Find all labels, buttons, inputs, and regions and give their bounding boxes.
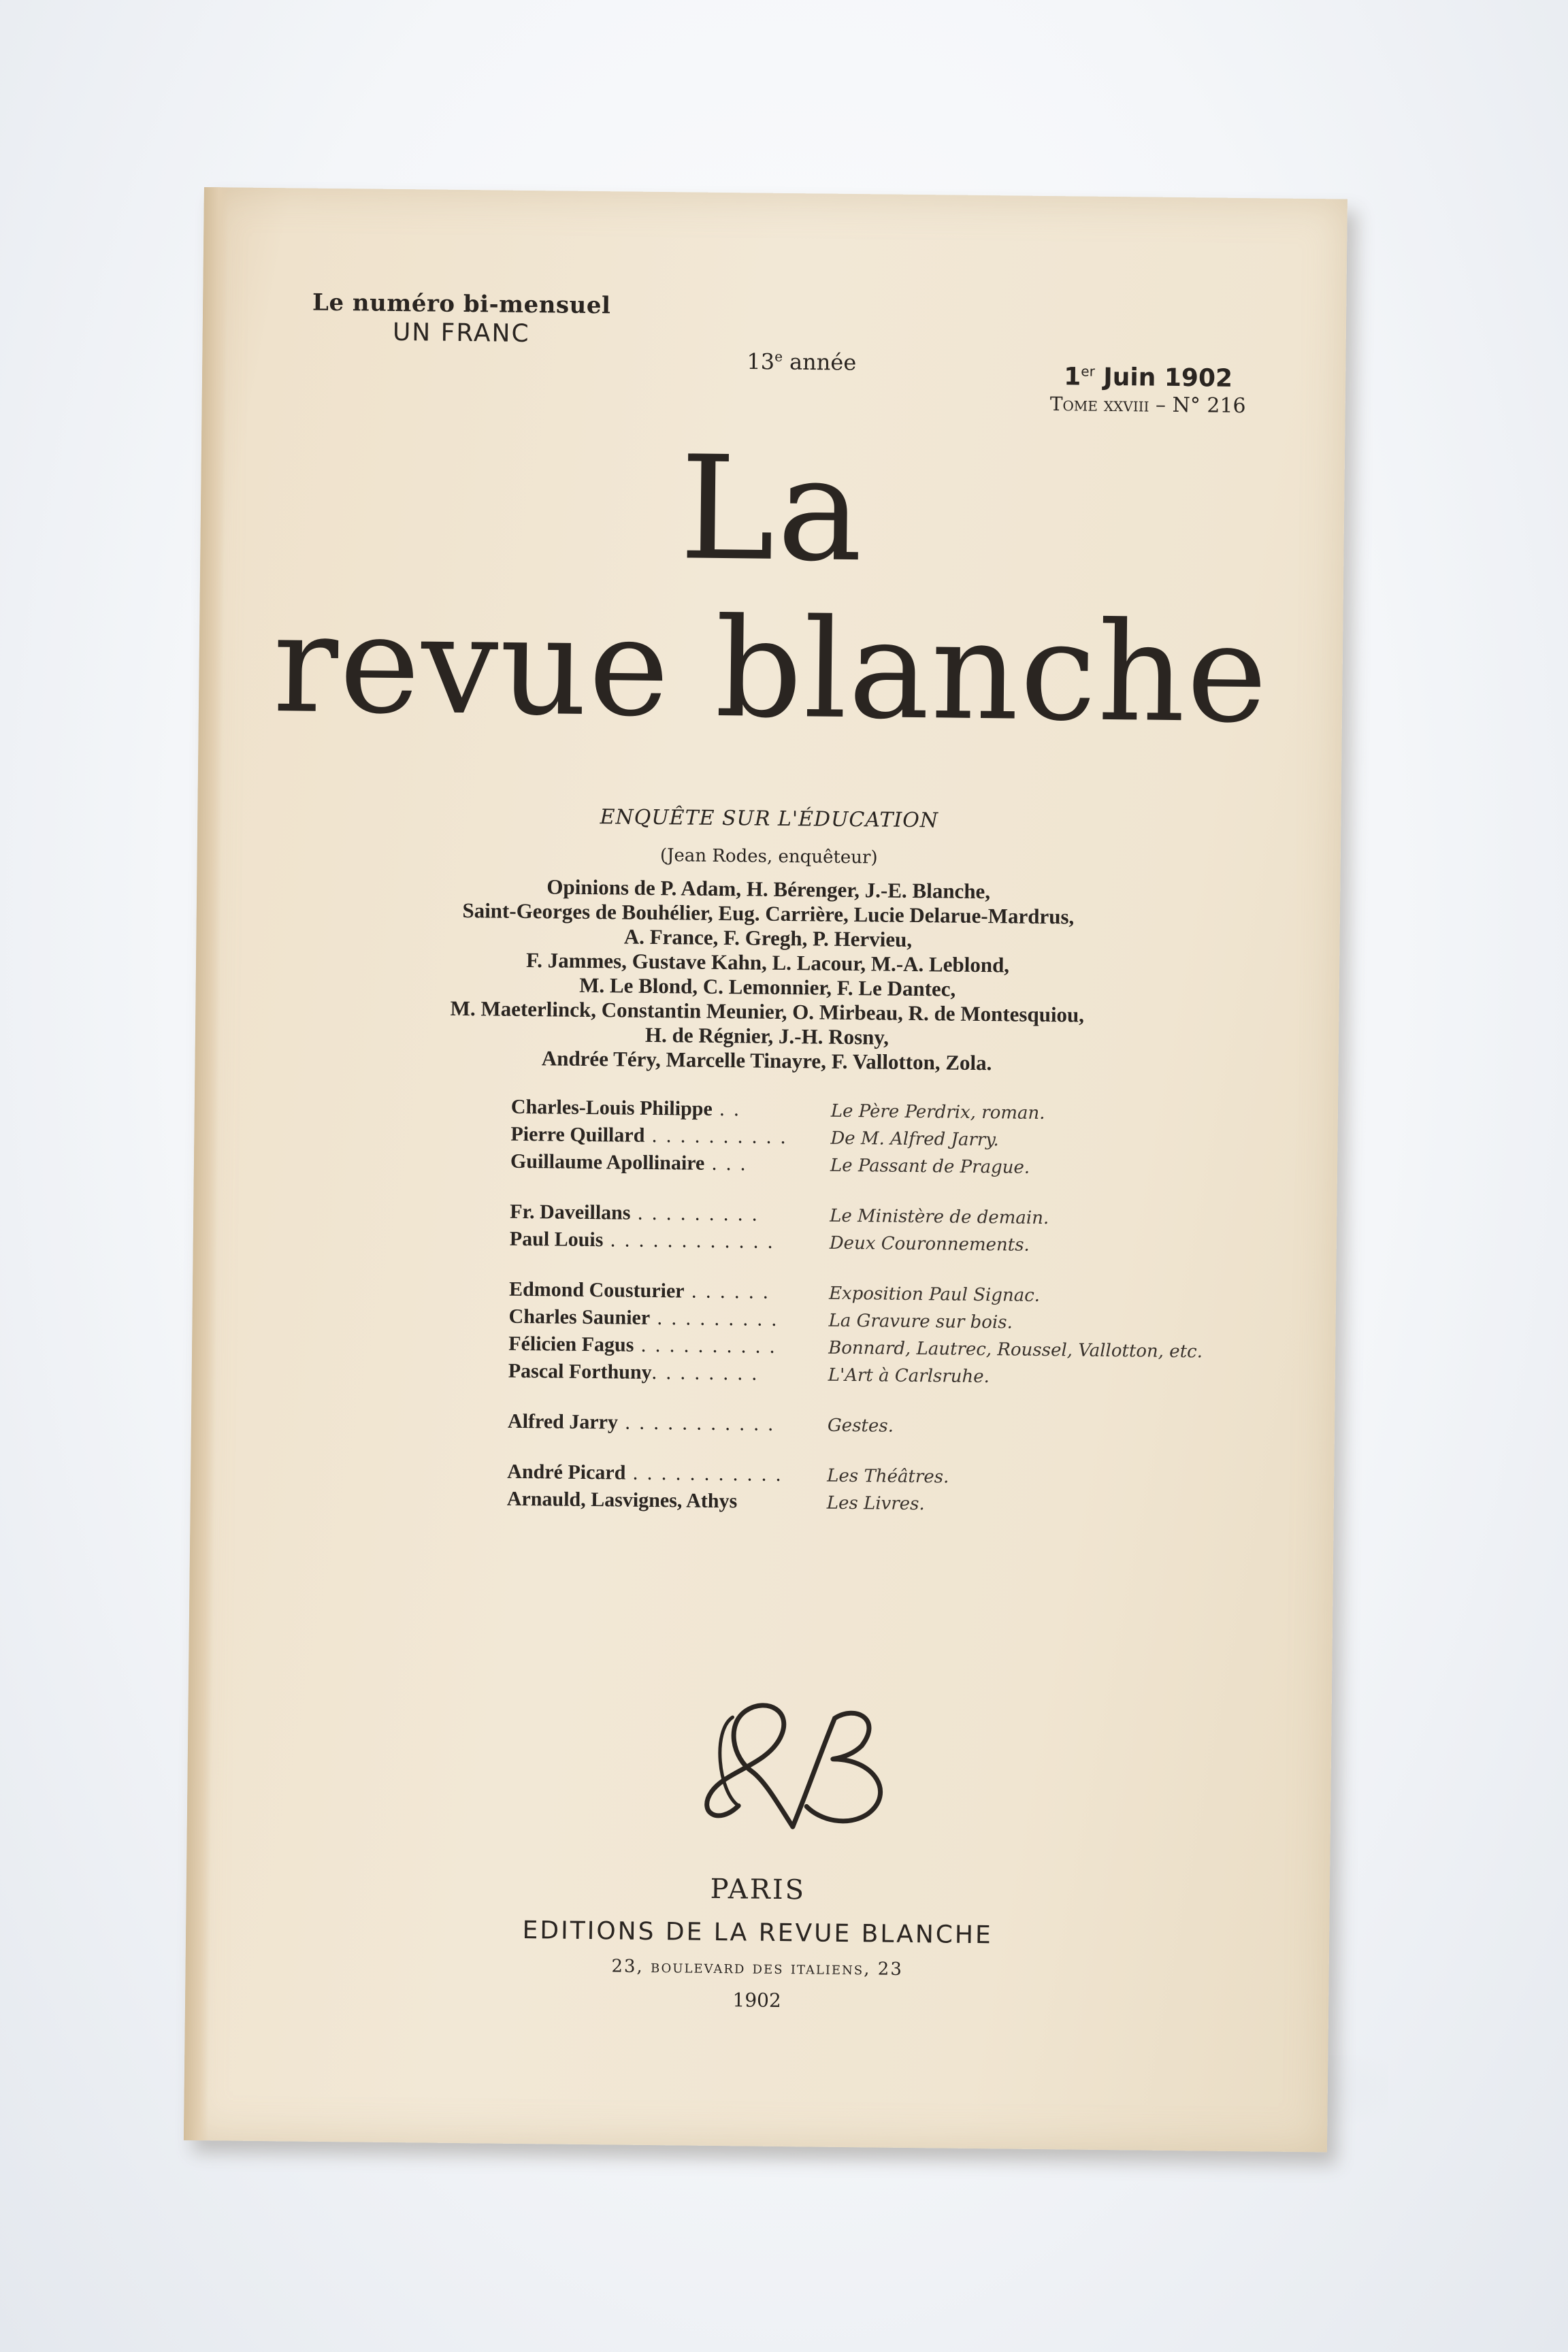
opinions-line: F. Jammes, Gustave Kahn, L. Lacour, M.-A. Leblond, [525,948,1010,977]
toc-title: Le Passant de Prague. [830,1155,1030,1178]
toc-group-gestes [508,1410,1243,1445]
date-day: 1 [1063,363,1081,391]
toc-group-art [508,1278,1245,1394]
toc-author: Fr. Daveillans . . . . . . . . . [510,1200,760,1226]
toc-author: Paul Louis . . . . . . . . . . . . [509,1227,775,1253]
tome-number: – N° 216 [1155,393,1246,419]
toc-author: André Picard . . . . . . . . . . . [507,1460,783,1486]
toc-title: Deux Couronnements. [829,1232,1030,1256]
toc-title: L'Art à Carlsruhe. [828,1365,990,1388]
issue-price-block [305,289,619,349]
year-suffix: e [774,348,783,365]
opinions-line: Andrée Téry, Marcelle Tinayre, F. Vallotton, Zola. [541,1046,992,1075]
tome-line [1019,392,1277,419]
issue-date [1019,363,1277,393]
issue-label: Le numéro bi-mensuel [312,289,611,320]
imprint-city: PARIS [710,1873,806,1906]
imprint-address: 23, boulevard des italiens, 23 [611,1956,903,1980]
toc-title: Les Livres. [826,1492,925,1515]
opinions-line: H. de Régnier, J.-H. Rosny, [644,1022,889,1049]
toc-title: De M. Alfred Jarry. [830,1128,999,1151]
toc-group-fiction [510,1096,1246,1185]
toc-title: La Gravure sur bois. [828,1310,1013,1333]
table-of-contents [506,1096,1246,1546]
issue-date-block [1019,363,1278,419]
toc-author: Alfred Jarry . . . . . . . . . . . [507,1409,776,1435]
page-title: revue blanche [272,585,1270,754]
imprint-publisher: EDITIONS DE LA REVUE BLANCHE [522,1916,993,1950]
toc-author: Charles-Louis Philippe . . [510,1095,741,1121]
toc-title: Le Père Perdrix, roman. [830,1100,1045,1124]
toc-author: Pascal Forthuny. . . . . . . . [508,1359,760,1385]
opinions-line: M. Maeterlinck, Constantin Meunier, O. Mirbeau, R. de Montesquiou, [450,996,1085,1027]
toc-group-reviews [507,1460,1243,1522]
opinions-line: Saint-Georges de Bouhélier, Eug. Carrière, Lucie Delarue-Mardrus, [462,898,1075,929]
toc-title: Gestes. [827,1415,894,1437]
toc-group-politics [510,1200,1245,1262]
toc-title: Les Théâtres. [827,1465,949,1488]
toc-author: Charles Saunier . . . . . . . . . [508,1305,779,1330]
toc-author: Guillaume Apollinaire . . . [510,1149,748,1175]
toc-title: Bonnard, Lautrec, Roussel, Vallotton, etc. [828,1337,1203,1362]
toc-author: Arnauld, Lasvignes, Athys [506,1487,738,1513]
date-day-suffix: er [1081,363,1096,380]
toc-row [508,1410,1243,1445]
tome-label: Tome xxviii [1049,393,1149,416]
date-rest: Juin 1902 [1103,363,1233,393]
magazine-cover [184,187,1348,2152]
title-article: La [679,425,866,594]
enquete-subtitle: (Jean Rodes, enquêteur) [659,845,878,868]
issue-price: UN FRANC [392,318,530,348]
year-word: année [789,348,857,376]
opinions-line: M. Le Blond, C. Lemonnier, F. Le Dantec, [578,973,956,1001]
toc-author: Félicien Fagus . . . . . . . . . . [508,1332,777,1358]
imprint-year: 1902 [732,1989,781,2012]
opinions-block [324,872,1211,1078]
toc-author: Edmond Cousturier . . . . . . [508,1277,770,1303]
opinions-line: Opinions de P. Adam, H. Bérenger, J.-E. Blanche, [546,875,991,904]
imprint-block [185,1868,1330,2018]
opinions-line: A. France, F. Gregh, P. Hervieu, [623,924,913,951]
rb-monogram-icon [691,1690,910,1842]
toc-author: Pierre Quillard . . . . . . . . . . [510,1122,788,1149]
toc-title: Exposition Paul Signac. [828,1283,1041,1306]
toc-title: Le Ministère de demain. [830,1205,1049,1229]
year-number: 13 [747,348,775,375]
year-label [747,348,856,375]
enquete-title: ENQUÊTE SUR L'ÉDUCATION [600,805,939,833]
